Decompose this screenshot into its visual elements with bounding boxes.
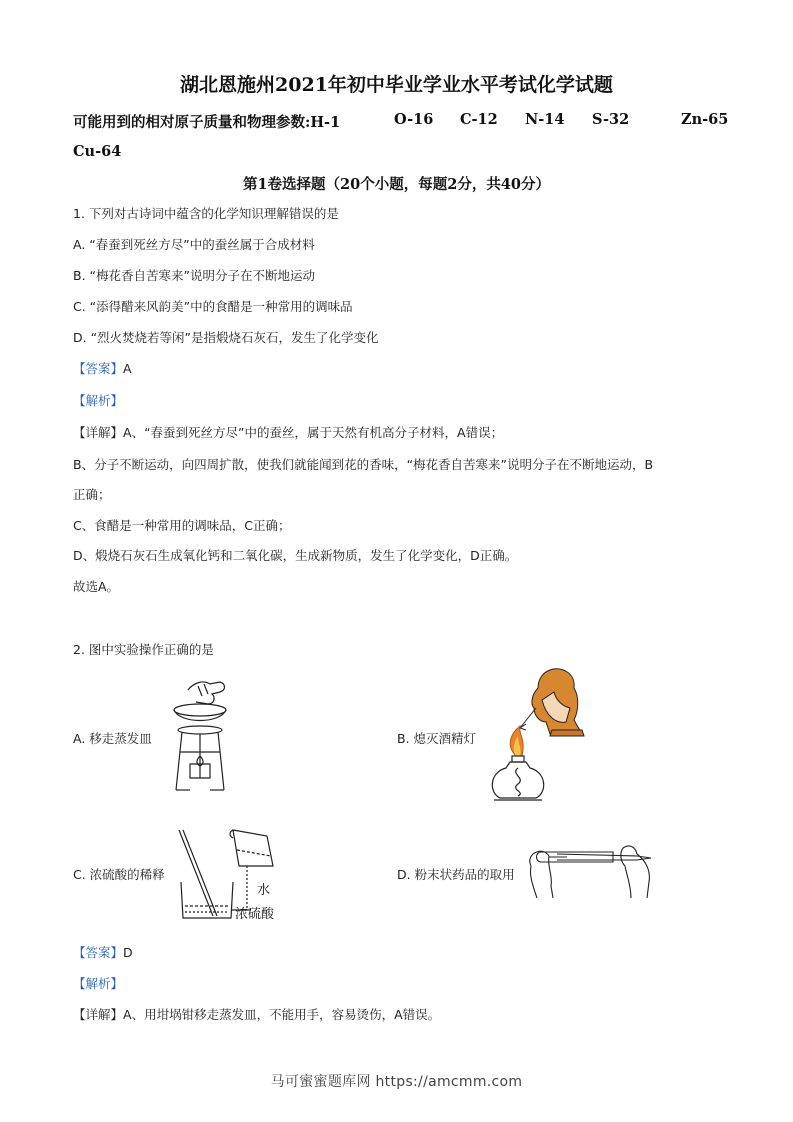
q1-detail-2: B、分子不断运动，向四周扩散，使我们就能闻到花的香味，“梅花香自苦寒来”说明分子在不断地运动，B (73, 457, 654, 472)
q2-option-c: C. 浓硫酸的稀释 (73, 867, 165, 882)
detail-tag: 【详解】 (73, 425, 124, 440)
q1-answer (73, 359, 132, 377)
q1-option-d: D. “烈火焚烧若等闲”是指煅烧石灰石，发生了化学变化 (73, 330, 379, 345)
alcohol-lamp-figure (490, 664, 586, 806)
answer-tag: 【答案】 (73, 945, 124, 960)
answer-value: D (123, 945, 133, 960)
water-label: 水 (257, 883, 271, 898)
param-c: C-12 (460, 111, 498, 128)
q1-detail-4: C、食醋是一种常用的调味品，C正确； (73, 518, 291, 533)
q1-option-b: B. “梅花香自苦寒来”说明分子在不断地运动 (73, 268, 315, 283)
evaporating-dish-figure (160, 678, 242, 796)
acid-label: 浓硫酸 (235, 907, 275, 922)
q1-detail-5: D、煅烧石灰石生成氧化钙和二氧化碳，生成新物质，发生了化学变化，D正确。 (73, 548, 518, 563)
powder-sampling-figure (527, 826, 659, 902)
params-label: 可能用到的相对原子质量和物理参数:H-1 (73, 114, 341, 131)
detail-tag: 【详解】 (73, 1007, 124, 1022)
q2-option-d: D. 粉末状药品的取用 (397, 867, 515, 882)
param-zn: Zn-65 (681, 111, 729, 128)
q2-stem: 2. 图中实验操作正确的是 (73, 642, 214, 657)
answer-tag: 【答案】 (73, 361, 124, 376)
page-title: 湖北恩施州2021年初中毕业学业水平考试化学试题 (180, 74, 613, 96)
q1-analysis-tag: 【解析】 (73, 393, 124, 408)
section-title: 第1卷选择题（20个小题，每题2分，共40分） (242, 176, 551, 193)
q1-stem: 1. 下列对古诗词中蕴含的化学知识理解错误的是 (73, 206, 339, 221)
q2-analysis-tag: 【解析】 (73, 976, 124, 991)
answer-value: A (123, 361, 132, 376)
q1-detail-6: 故选A。 (73, 579, 120, 594)
param-s: S-32 (592, 111, 630, 128)
q1-detail-3: 正确； (73, 487, 111, 502)
q1-option-c: C. “添得醋来风韵美”中的食醋是一种常用的调味品 (73, 299, 353, 314)
q2-answer (73, 943, 133, 961)
q2-option-a: A. 移走蒸发皿 (73, 731, 152, 746)
footer-watermark: 马可蜜蜜题库网 https://amcmm.com (270, 1074, 523, 1090)
q1-option-a: A. “春蚕到死丝方尽”中的蚕丝属于合成材料 (73, 237, 315, 252)
q2-detail-1: 【详解】A、用坩埚钳移走蒸发皿，不能用手，容易烫伤，A错误。 (73, 1007, 441, 1022)
param-n: N-14 (525, 111, 565, 128)
param-cu: Cu-64 (73, 143, 122, 160)
acid-dilution-figure (175, 826, 290, 922)
q1-detail-1: 【详解】A、“春蚕到死丝方尽”中的蚕丝，属于天然有机高分子材料，A错误； (73, 425, 504, 440)
q2-option-b: B. 熄灭酒精灯 (397, 731, 477, 746)
param-o: O-16 (394, 111, 434, 128)
